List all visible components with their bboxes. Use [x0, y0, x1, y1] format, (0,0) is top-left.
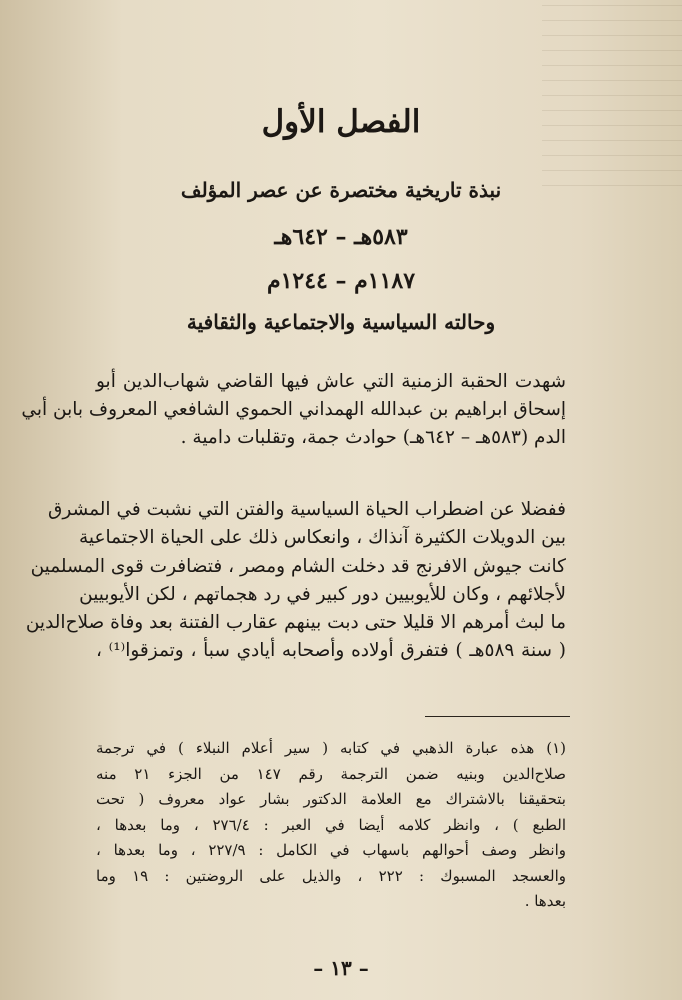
footnote-line: وانظر وصف أحوالهم باسهاب في الكامل : ٢٢٧/٩ ، وما بعدها ،: [96, 841, 566, 859]
text-line: كانت جيوش الافرنج قد دخلت الشام ومصر ، فتضافرت قوى المسلمين: [30, 555, 566, 577]
footnote-divider: [425, 716, 570, 717]
footnote-line: الطبع ) ، وانظر كلامه أيضا في العبر : ٢٧٦/٤ ، وما بعدها ،: [96, 815, 566, 834]
page-number: – ١٣ –: [313, 956, 369, 980]
text-line: شهدت الحقبة الزمنية التي عاش فيها القاضي شهاب‌الدين أبو: [96, 371, 566, 392]
footnote-line: بتحقيقنا بالاشتراك مع العلامة الدكتور بشار عواد معروف ( تحت: [96, 790, 566, 808]
text-line: ( سنة ٥٨٩هـ ) فتفرق أولاده وأصحابه أيادي سبأ ، وتمزقوا⁽¹⁾ ،: [96, 640, 566, 662]
text-line: لأجلائهم ، وكان للأيوبيين دور كبير في رد هجماتهم ، لكن الأيوبيين: [79, 583, 566, 605]
text-line: ما لبث أمرهم الا قليلا حتى دبت بينهم عقارب الفتنة بعد وفاة صلاح‌الدين: [25, 612, 566, 634]
footnote-line: (١) هذه عبارة الذهبي في كتابه ( سير أعلام النبلاء ) في ترجمة: [96, 739, 566, 757]
text-line: بين الدويلات الكثيرة آنذاك ، وانعكاس ذلك على الحياة الاجتماعية: [78, 527, 566, 549]
footnote-line: صلاح‌الدين وبنيه ضمن الترجمة رقم ١٤٧ من الجزء ٢١ منه: [96, 764, 566, 783]
text-line: ففضلا عن اضطراب الحياة السياسية والفتن التي نشبت في المشرق: [48, 499, 566, 520]
footnote-line: بعدها .: [524, 892, 566, 910]
chapter-subtitle: نبذة تاريخية مختصرة عن عصر المؤلف: [180, 178, 502, 202]
text-line: الدم (٥٨٣هـ – ٦٤٢هـ) حوادث جمة، وتقلبات دامية .: [180, 427, 566, 448]
paragraph-1: [21, 368, 566, 452]
paragraph-2: [25, 496, 566, 666]
bleed-through-text: [542, 0, 682, 200]
chapter-topic: وحالته السياسية والاجتماعية والثقافية: [186, 310, 496, 334]
chapter-title: الفصل الأول: [261, 104, 421, 140]
footnote-line: والعسجد المسبوك : ٢٢٢ ، والذيل على الروضتين : ١٩ وما: [96, 866, 566, 885]
footnote: [96, 736, 566, 915]
hijri-dates: ٥٨٣هـ – ٦٤٢هـ: [274, 224, 408, 250]
text-line: إسحاق ابراهيم بن عبدالله الهمداني الحموي الشافعي المعروف بابن أبي: [21, 399, 566, 420]
gregorian-dates: ١١٨٧م – ١٢٤٤م: [266, 268, 416, 294]
